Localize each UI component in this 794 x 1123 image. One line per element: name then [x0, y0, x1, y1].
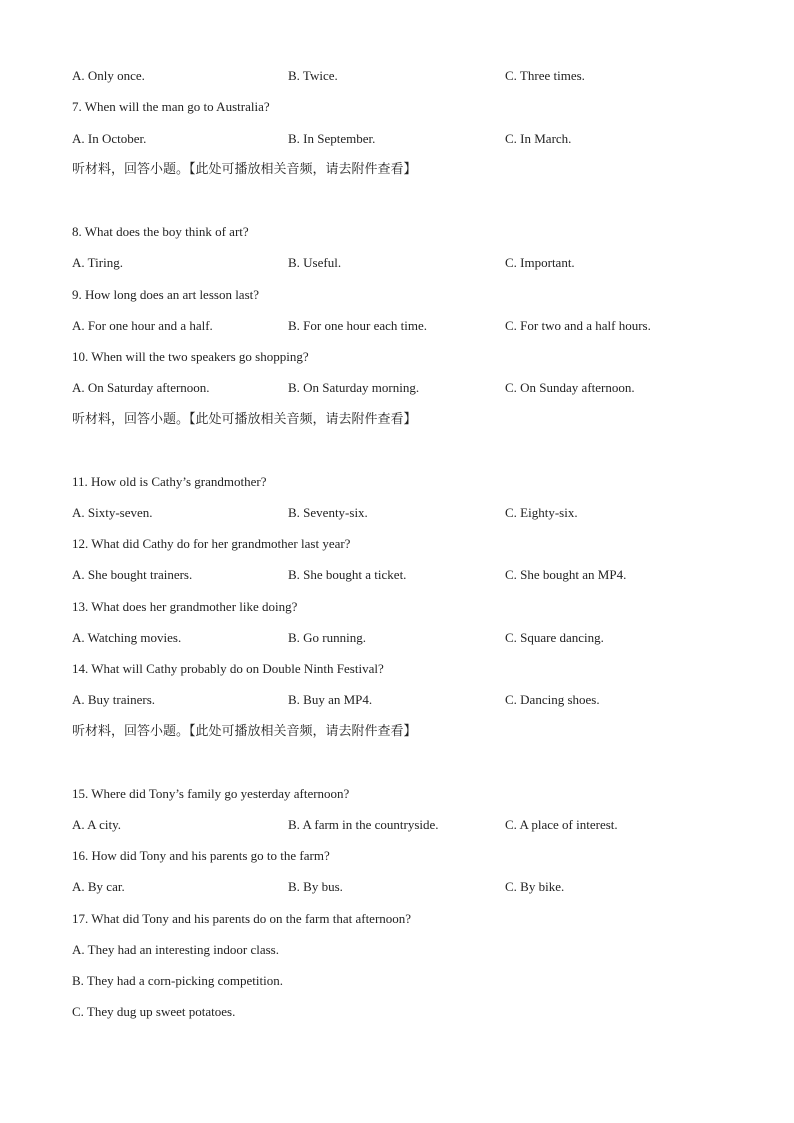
option-a: A. On Saturday afternoon. — [72, 380, 210, 395]
option-c: C. A place of interest. — [505, 817, 618, 832]
option-a: A. In October. — [72, 131, 147, 146]
option-b: B. In September. — [288, 131, 376, 146]
question-17: 17. What did Tony and his parents do on the farm that afternoon? — [72, 911, 412, 926]
question-16: 16. How did Tony and his parents go to the farm? — [72, 848, 330, 863]
option-b: B. By bus. — [288, 879, 343, 894]
option-c: C. Dancing shoes. — [505, 692, 600, 707]
option-a: A. A city. — [72, 817, 121, 832]
option-a: A. Sixty-seven. — [72, 505, 153, 520]
option-b: B. Seventy-six. — [288, 505, 368, 520]
option-a: A. They had an interesting indoor class. — [72, 942, 279, 957]
option-c: C. She bought an MP4. — [505, 567, 627, 582]
option-a: A. Buy trainers. — [72, 692, 156, 707]
option-a: A. Watching movies. — [72, 630, 182, 645]
option-a: A. Only once. — [72, 68, 145, 83]
option-b: B. Twice. — [288, 68, 338, 83]
option-c: C. On Sunday afternoon. — [505, 380, 635, 395]
option-b: B. For one hour each time. — [288, 318, 427, 333]
question-9: 9. How long does an art lesson last? — [72, 287, 260, 302]
option-a: A. Tiring. — [72, 255, 123, 270]
listening-instruction: 听材料，回答小题。【此处可播放相关音频，请去附件查看】 — [72, 162, 417, 177]
option-a: A. By car. — [72, 879, 125, 894]
question-11: 11. How old is Cathy’s grandmother? — [72, 474, 267, 489]
option-b: B. On Saturday morning. — [288, 380, 420, 395]
option-c: C. Important. — [505, 255, 575, 270]
option-b: B. Useful. — [288, 255, 342, 270]
listening-instruction: 听材料，回答小题。【此处可播放相关音频，请去附件查看】 — [72, 412, 417, 427]
option-c: C. Square dancing. — [505, 630, 604, 645]
question-8: 8. What does the boy think of art? — [72, 224, 249, 239]
option-a: A. For one hour and a half. — [72, 318, 213, 333]
question-13: 13. What does her grandmother like doing? — [72, 599, 298, 614]
question-15: 15. Where did Tony’s family go yesterday afternoon? — [72, 786, 350, 801]
option-b: B. She bought a ticket. — [288, 567, 407, 582]
option-c: C. In March. — [505, 131, 572, 146]
option-b: B. A farm in the countryside. — [288, 817, 439, 832]
option-b: B. Go running. — [288, 630, 366, 645]
question-7: 7. When will the man go to Australia? — [72, 99, 270, 114]
question-12: 12. What did Cathy do for her grandmother last year? — [72, 536, 351, 551]
listening-instruction: 听材料，回答小题。【此处可播放相关音频，请去附件查看】 — [72, 724, 417, 739]
option-b: B. Buy an MP4. — [288, 692, 373, 707]
question-14: 14. What will Cathy probably do on Double Ninth Festival? — [72, 661, 384, 676]
question-10: 10. When will the two speakers go shopping? — [72, 349, 309, 364]
option-c: C. Three times. — [505, 68, 585, 83]
option-c: C. By bike. — [505, 879, 565, 894]
option-c: C. They dug up sweet potatoes. — [72, 1004, 236, 1019]
option-b: B. They had a corn-picking competition. — [72, 973, 283, 988]
option-c: C. Eighty-six. — [505, 505, 578, 520]
option-c: C. For two and a half hours. — [505, 318, 651, 333]
option-a: A. She bought trainers. — [72, 567, 193, 582]
